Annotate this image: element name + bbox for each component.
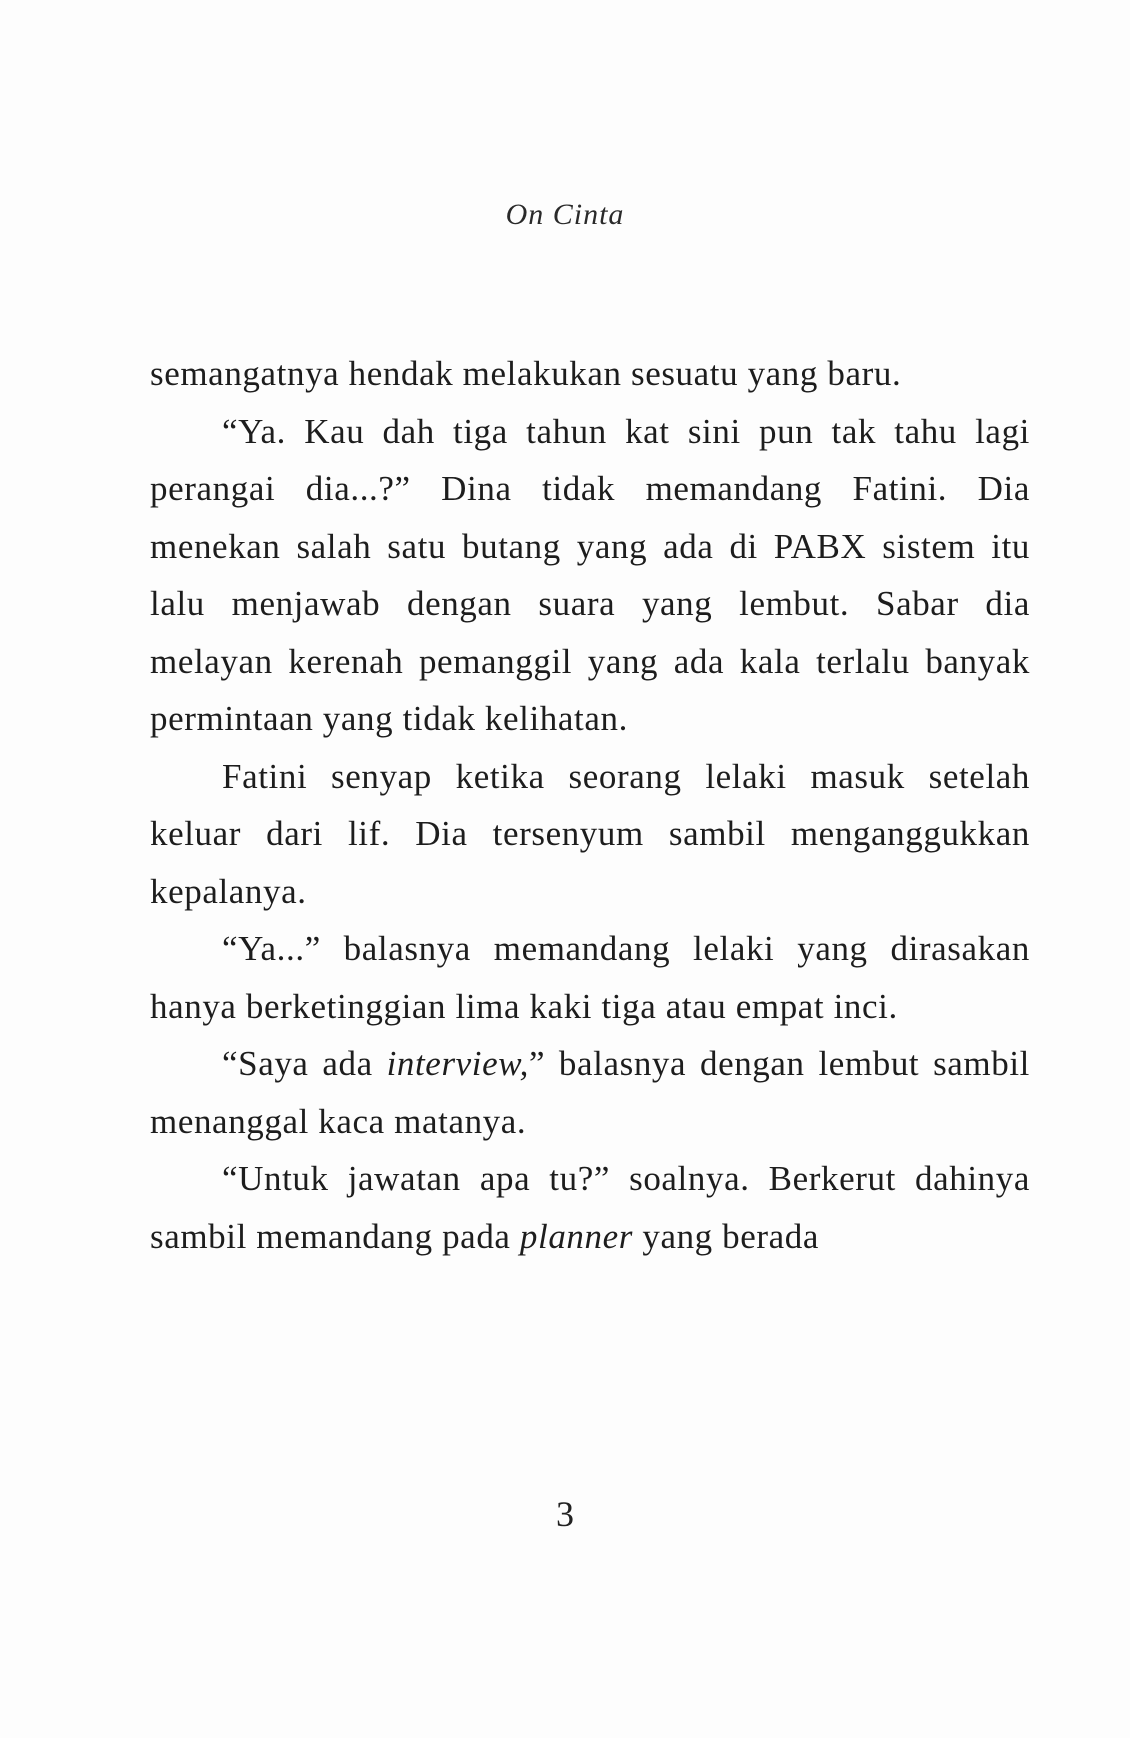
- paragraph-6-text-b: yang berada: [633, 1216, 819, 1256]
- paragraph-6: [150, 1150, 1030, 1265]
- paragraph-2: [150, 403, 1030, 748]
- paragraph-1: [150, 345, 1030, 403]
- page-number: 3: [556, 1494, 574, 1534]
- paragraph-1-text: semangatnya hendak melakukan sesuatu yang baru.: [150, 354, 902, 393]
- paragraph-6-text-a: “Untuk jawatan apa tu?” soalnya. Berkerut dahinya sambil memandang pada: [150, 1159, 1030, 1256]
- paragraph-3-text: Fatini senyap ketika seorang lelaki masuk setelah keluar dari lif. Dia tersenyum sambil menganggukkan kepalanya.: [150, 756, 1030, 911]
- paragraph-5-text-b: ” balasnya dengan lembut sambil menanggal kaca matanya.: [150, 1044, 1030, 1141]
- paragraph-2-text: “Ya. Kau dah tiga tahun kat sini pun tak tahu lagi perangai dia...?” Dina tidak memandang Fatini. Dia menekan salah satu butang yang ada di PABX sistem itu lalu menjawab dengan suara yang lembut. Sabar dia melayan kerenah pemanggil yang ada kala terlalu banyak permintaan yang tidak kelihatan.: [150, 411, 1030, 738]
- body-text: [150, 345, 1030, 1265]
- paragraph-6-italic-term: planner: [519, 1216, 633, 1256]
- paragraph-3: [150, 748, 1030, 921]
- paragraph-4-text: “Ya...” balasnya memandang lelaki yang dirasakan hanya berketinggian lima kaki tiga atau empat inci.: [150, 929, 1030, 1026]
- paragraph-5-italic-term: interview,: [386, 1044, 529, 1083]
- paragraph-4: [150, 920, 1030, 1035]
- paragraph-5-text-a: “Saya ada: [222, 1044, 387, 1083]
- paragraph-5: [150, 1035, 1030, 1150]
- running-header-title: On Cinta: [505, 198, 625, 231]
